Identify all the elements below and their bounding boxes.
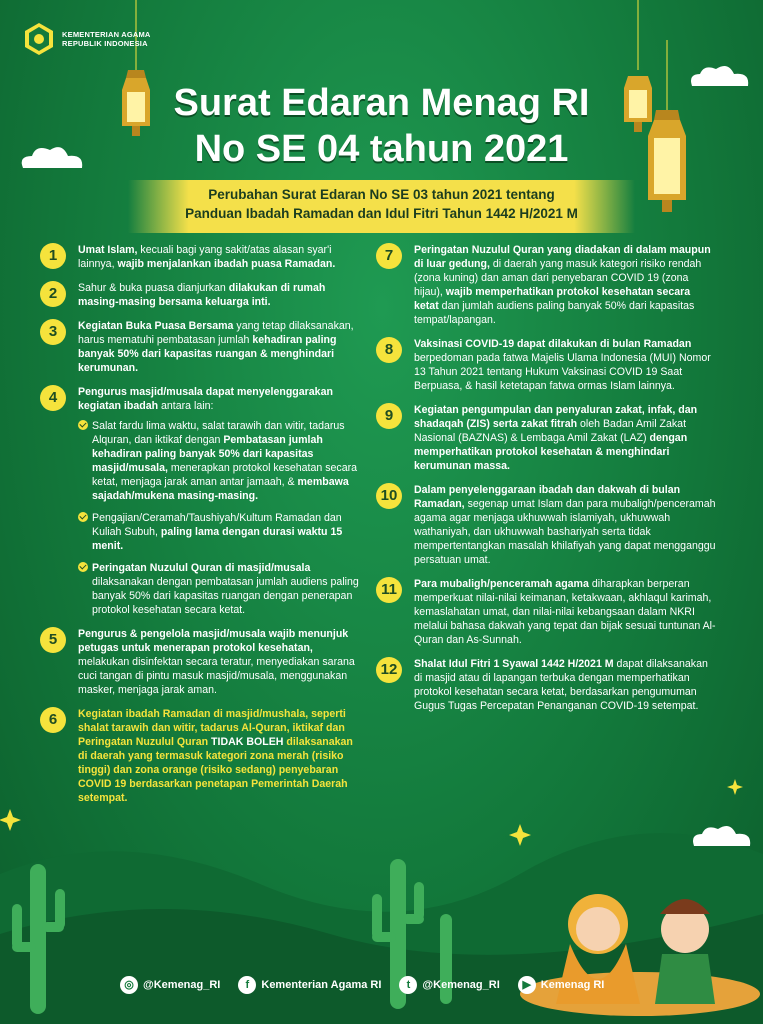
item-text: melakukan disinfektan secara teratur, menyediakan sarana cuci tangan di pintu masuk masjid/musala, menggunakan masker, menjaga jarak aman. <box>78 656 355 696</box>
sub-item <box>78 511 360 553</box>
instagram-link[interactable] <box>120 976 220 994</box>
subtitle-line1: Perubahan Surat Edaran No SE 03 tahun 2021 tentang <box>208 187 555 202</box>
item-text: di daerah yang masuk kategori risiko rendah (zona kuning) dan aman dari penyebaran COVID 19 (zona hijau), <box>414 258 702 298</box>
item-text-bold: dengan memperhatikan protokol kesehatan & menghindari kerumunan massa. <box>414 432 688 472</box>
list-item <box>376 657 716 713</box>
item-text: dan jumlah audiens paling banyak 50% dari kapasitas tempat/lapangan. <box>414 300 695 326</box>
facebook-handle: Kementerian Agama RI <box>261 979 382 991</box>
item-number: 10 <box>376 483 402 509</box>
ministry-logo <box>22 22 151 56</box>
item-number: 1 <box>40 243 66 269</box>
item-number: 5 <box>40 627 66 653</box>
item-text-bold: Peringatan Nuzulul Quran yang diadakan di dalam maupun di luar gedung, <box>414 244 711 270</box>
subtitle-line2: Panduan Ibadah Ramadan dan Idul Fitri Tahun 1442 H/2021 M <box>185 206 578 221</box>
item-number: 12 <box>376 657 402 683</box>
item-text: diharapkan berperan memperkuat nilai-nilai keimanan, ketakwaan, akhlaqul karimah, kemaslahatan umat, dan nilai-nilai kebangsaan dalam NKRI melalui bahasa dakwah yang tepat dan bijak sesuai tuntunan Al-Quran dan As-Sunnah. <box>414 578 716 646</box>
item-text-bold: TIDAK BOLEH <box>211 736 284 748</box>
list-item <box>40 243 360 271</box>
item-number: 11 <box>376 577 402 603</box>
item-text-bold: paling lama dengan durasi waktu 15 menit. <box>92 526 343 552</box>
subtitle-banner <box>128 180 635 233</box>
item-text-bold: Pembatasan jumlah kehadiran paling banyak 50% dari kapasitas masjid/musala, <box>92 434 323 474</box>
item-text-bold: dilakukan di rumah masing-masing bersama keluarga inti. <box>78 282 326 308</box>
item-text: Sahur & buka puasa dianjurkan <box>78 282 229 294</box>
cloud-icon <box>690 820 754 848</box>
list-item <box>376 577 716 647</box>
item-number: 3 <box>40 319 66 345</box>
item-text-bold: membawa sajadah/mukena masing-masing. <box>92 476 349 502</box>
item-text-bold: kehadiran paling banyak 50% dari kapasitas ruangan & menghindari kerumunan. <box>78 334 337 374</box>
item-text-bold: Pengurus & pengelola masjid/musala wajib menunjuk petugas untuk menerapan protokol kesehatan, <box>78 628 349 654</box>
item-text: oleh Badan Amil Zakat Nasional (BAZNAS) & Lembaga Amil Zakat (LAZ) <box>414 418 687 444</box>
item-text: dapat dilaksanakan di masjid atau di lapangan terbuka dengan memperhatikan protokol kesehatan secara ketat, berdasarkan pengumuman Gugus Tugas Percepatan Penanganan COVID-19 setempat. <box>414 658 708 712</box>
list-item <box>40 385 360 617</box>
youtube-handle: Kemenag RI <box>540 979 605 991</box>
item-number: 8 <box>376 337 402 363</box>
list-item <box>376 483 716 567</box>
item-text-bold: Kegiatan pengumpulan dan penyaluran zakat, infak, dan shadaqah (ZIS) serta zakat fitrah <box>414 404 698 430</box>
list-item <box>376 243 716 327</box>
list-item <box>40 281 360 309</box>
item-text: Salat fardu lima waktu, salat tarawih dan witir, tadarus Alquran, dan iktikaf dengan <box>92 420 345 446</box>
youtube-icon: ▶ <box>518 976 536 994</box>
page-title <box>0 80 763 172</box>
item-text-bold: Pengurus masjid/musala dapat menyelenggarakan kegiatan ibadah <box>78 386 333 412</box>
twitter-icon: t <box>399 976 417 994</box>
item-number: 2 <box>40 281 66 307</box>
item-text: Pengajian/Ceramah/Taushiyah/Kultum Ramadan dan Kuliah Subuh, <box>92 512 342 538</box>
facebook-icon: f <box>238 976 256 994</box>
org-name-line2: REPUBLIK INDONESIA <box>62 39 148 48</box>
org-name-line1: KEMENTERIAN AGAMA <box>62 30 151 39</box>
item-text-bold: Shalat Idul Fitri 1 Syawal 1442 H/2021 M <box>414 658 614 670</box>
item-text-bold: Umat Islam, <box>78 244 138 256</box>
item-text: menerapkan protokol kesehatan secara ketat, menjaga jarak aman antar jamaah, & <box>92 462 358 488</box>
item-text-bold: Para mubaligh/penceramah agama <box>414 578 589 590</box>
item-text: berpedoman pada fatwa Majelis Ulama Indonesia (MUI) Nomor 13 Tahun 2021 tentang Hukum Vaksinasi COVID 19 Saat Berpuasa, & hasil ketetapan fatwa ormas Islam lainnya. <box>414 352 711 392</box>
instagram-handle: @Kemenag_RI <box>143 979 221 991</box>
title-line2: No SE 04 tahun 2021 <box>194 128 569 170</box>
item-number: 4 <box>40 385 66 411</box>
list-item <box>40 319 360 375</box>
check-icon <box>78 562 88 572</box>
list-item <box>40 627 360 697</box>
youtube-link[interactable] <box>518 976 605 994</box>
left-column <box>40 243 360 815</box>
item-text: dilaksanakan dengan pembatasan jumlah audiens paling banyak 50% dari kapasitas ruangan dengan penerapan protokol kesehatan secara ketat. <box>92 576 359 616</box>
sub-item <box>78 419 360 503</box>
facebook-link[interactable] <box>238 976 381 994</box>
item-text-bold: Dalam penyelenggaraan ibadah dan dakwah di bulan Ramadan, <box>414 484 681 510</box>
twitter-link[interactable] <box>399 976 499 994</box>
sub-item <box>78 561 360 617</box>
item-text-bold: Vaksinasi COVID-19 dapat dilakukan di bulan Ramadan <box>414 338 692 350</box>
item-text-bold: wajib memperhatikan protokol kesehatan secara ketat <box>414 286 691 312</box>
item-text-highlight: dilaksanakan di daerah yang termasuk kategori zona merah (risiko tinggi) dan zona orange (risiko sedang) penyebaran COVID 19 berdasarkan penetapan Pemerintah Daerah setempat. <box>78 736 353 804</box>
instagram-icon: ◎ <box>120 976 138 994</box>
item-text: antara lain: <box>158 400 214 412</box>
item-number: 6 <box>40 707 66 733</box>
item-text: kecuali bagi yang sakit/atas alasan syar'i lainnya, <box>78 244 332 270</box>
check-icon <box>78 512 88 522</box>
item-text: segenap umat Islam dan para mubaligh/penceramah agama agar menjaga ukhuwwah islamiyah, ukhuwwah wathaniyah, dan ukhuwwah bashariyah serta tidak mempertentangkan masalah khilafiyah yang dapat mengganggu persatuan umat. <box>414 498 716 566</box>
item-text-bold: wajib menjalankan ibadah puasa Ramadan. <box>117 258 336 270</box>
list-item <box>40 707 360 805</box>
list-item <box>376 337 716 393</box>
item-text-bold: Peringatan Nuzulul Quran di masjid/musala <box>92 562 311 574</box>
check-icon <box>78 420 88 430</box>
twitter-handle: @Kemenag_RI <box>422 979 500 991</box>
emblem-icon <box>22 22 56 56</box>
item-number: 7 <box>376 243 402 269</box>
item-text-highlight: Kegiatan ibadah Ramadan di masjid/mushala, seperti shalat tarawih dan witir, tadarus Al-Quran, iktikaf dan Peringatan Nuzulul Quran <box>78 708 346 748</box>
item-text: yang tetap dilaksanakan, harus mematuhi pembatasan jumlah <box>78 320 354 346</box>
right-column <box>376 243 716 723</box>
list-item <box>376 403 716 473</box>
title-line1: Surat Edaran Menag RI <box>173 82 590 124</box>
item-number: 9 <box>376 403 402 429</box>
item-text-bold: Kegiatan Buka Puasa Bersama <box>78 320 234 332</box>
social-footer <box>120 976 604 994</box>
